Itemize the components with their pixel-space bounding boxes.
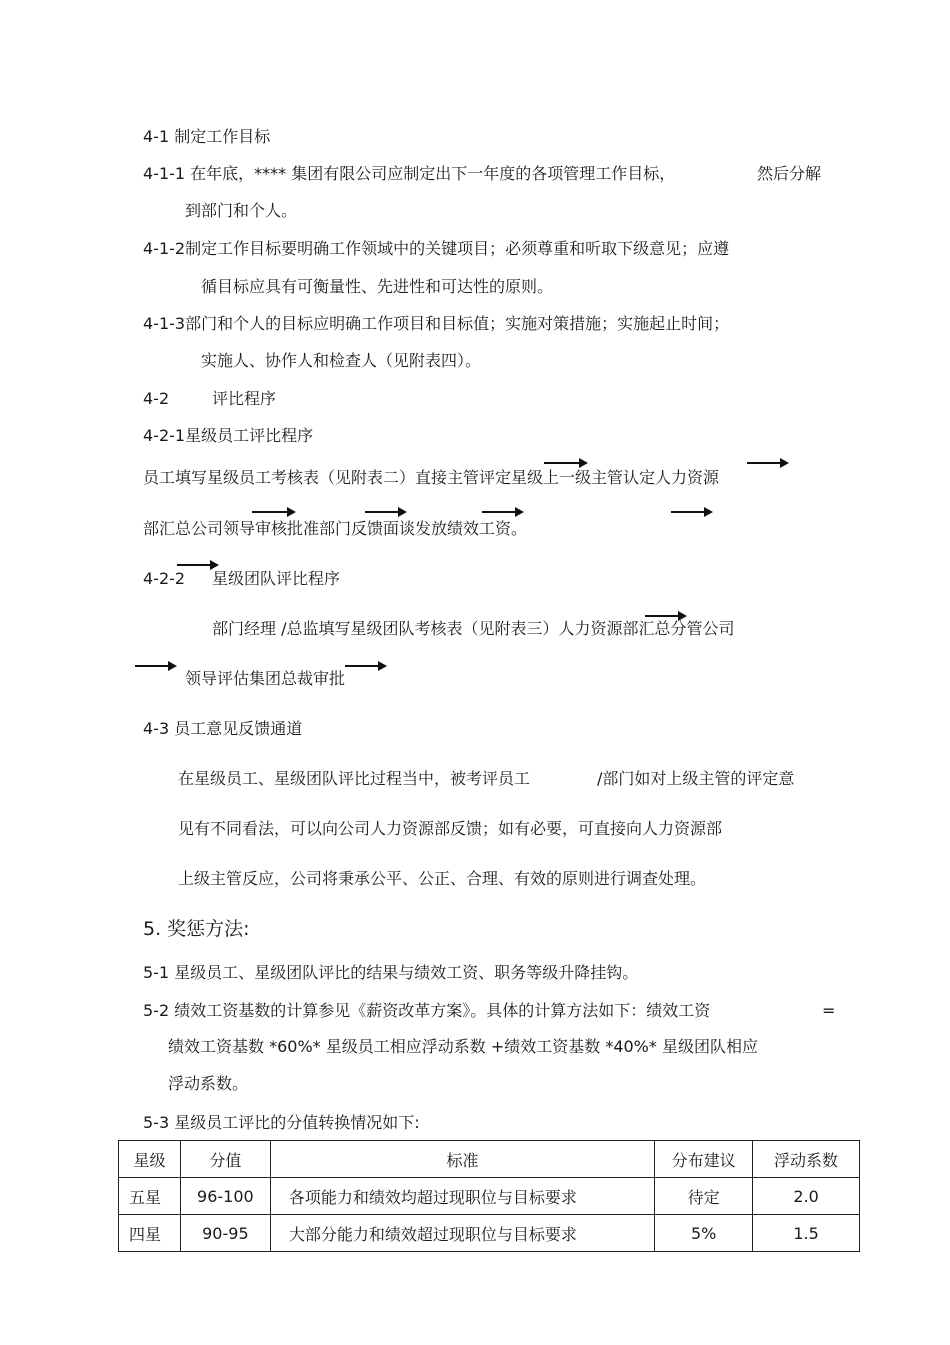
cell-distribution: 5% (655, 1215, 753, 1252)
section-number-4-2-2: 4-2-2 (143, 569, 186, 588)
paragraph-5-3: 5-3 星级员工评比的分值转换情况如下: (143, 1113, 420, 1132)
flow-arrow (345, 665, 385, 667)
table-row (119, 1215, 860, 1252)
paragraph-4-3: 在星级员工、星级团队评比过程当中，被考评员工 (178, 769, 531, 788)
section-heading-4-2-2: 星级团队评比程序 (212, 569, 341, 588)
paragraph-5-2-formula: 绩效工资基数 *60%* 星级员工相应浮动系数 +绩效工资基数 *40%* 星级团队相应 (168, 1037, 758, 1056)
cell-score: 96-100 (180, 1178, 270, 1215)
section-heading-4-2: 评比程序 (212, 389, 277, 408)
flow-arrow (365, 511, 405, 513)
section-heading-4-1: 4-1 制定工作目标 (143, 127, 271, 146)
flow-arrow (252, 511, 294, 513)
column-header-star-level: 星级 (119, 1141, 181, 1178)
flow-employee-star: 员工填写星级员工考核表（见附表二）直接主管评定星级上一级主管认定人力资源 (143, 468, 720, 487)
paragraph-4-1-2: 4-1-2制定工作目标要明确工作领域中的关键项目；必须尊重和听取下级意见；应遵 (143, 239, 730, 258)
flow-arrow (135, 665, 175, 667)
flow-arrow (482, 511, 522, 513)
paragraph-4-3-mid: /部门如对上级主管的评定意 (597, 769, 795, 788)
paragraph-4-1-1-cont: 到部门和个人。 (185, 201, 298, 220)
section-heading-5: 5. 奖惩方法: (143, 918, 250, 940)
flow-arrow (747, 462, 787, 464)
section-heading-4-3: 4-3 员工意见反馈通道 (143, 719, 303, 738)
cell-coefficient: 1.5 (753, 1215, 860, 1252)
section-number-4-2: 4-2 (143, 389, 170, 408)
paragraph-4-1-1: 4-1-1 在年底，**** 集团有限公司应制定出下一年度的各项管理工作目标， (143, 164, 676, 183)
paragraph-5-2: 5-2 绩效工资基数的计算参见《薪资改革方案》。具体的计算方法如下：绩效工资 (143, 1001, 711, 1020)
column-header-criteria: 标准 (270, 1141, 654, 1178)
paragraph-4-1-3: 4-1-3部门和个人的目标应明确工作项目和目标值；实施对策措施；实施起止时间； (143, 314, 730, 333)
table-row (119, 1178, 860, 1215)
paragraph-4-3-cont2: 上级主管反应，公司将秉承公平、公正、合理、有效的原则进行调查处理。 (178, 869, 707, 888)
paragraph-4-1-2-cont: 循目标应具有可衡量性、先进性和可达性的原则。 (201, 277, 554, 296)
column-header-distribution: 分布建议 (655, 1141, 753, 1178)
flow-arrow (544, 462, 586, 464)
cell-score: 90-95 (180, 1215, 270, 1252)
flow-team-star: 部门经理 /总监填写星级团队考核表（见附表三）人力资源部汇总分管公司 (212, 619, 735, 638)
flow-team-star-cont: 领导评估集团总裁审批 (185, 669, 346, 688)
cell-criteria: 大部分能力和绩效超过现职位与目标要求 (270, 1215, 654, 1252)
flow-arrow (645, 615, 685, 617)
flow-arrow (177, 564, 217, 566)
paragraph-5-2-equals: = (822, 1001, 836, 1020)
score-conversion-table (118, 1140, 860, 1252)
cell-coefficient: 2.0 (753, 1178, 860, 1215)
flow-employee-star-cont: 部汇总公司领导审核批准部门反馈面谈发放绩效工资。 (143, 519, 528, 538)
paragraph-5-2-cont: 浮动系数。 (168, 1074, 249, 1093)
flow-arrow (671, 511, 711, 513)
paragraph-4-1-1-end: 然后分解 (757, 164, 822, 183)
paragraph-4-3-cont1: 见有不同看法，可以向公司人力资源部反馈；如有必要，可直接向人力资源部 (178, 819, 723, 838)
paragraph-4-1-3-cont: 实施人、协作人和检查人（见附表四）。 (201, 351, 482, 370)
table-header-row (119, 1141, 860, 1178)
section-heading-4-2-1: 4-2-1星级员工评比程序 (143, 426, 314, 445)
cell-star-level: 五星 (119, 1178, 181, 1215)
column-header-coefficient: 浮动系数 (753, 1141, 860, 1178)
cell-criteria: 各项能力和绩效均超过现职位与目标要求 (270, 1178, 654, 1215)
paragraph-5-1: 5-1 星级员工、星级团队评比的结果与绩效工资、职务等级升降挂钩。 (143, 963, 639, 982)
column-header-score: 分值 (180, 1141, 270, 1178)
cell-distribution: 待定 (655, 1178, 753, 1215)
cell-star-level: 四星 (119, 1215, 181, 1252)
